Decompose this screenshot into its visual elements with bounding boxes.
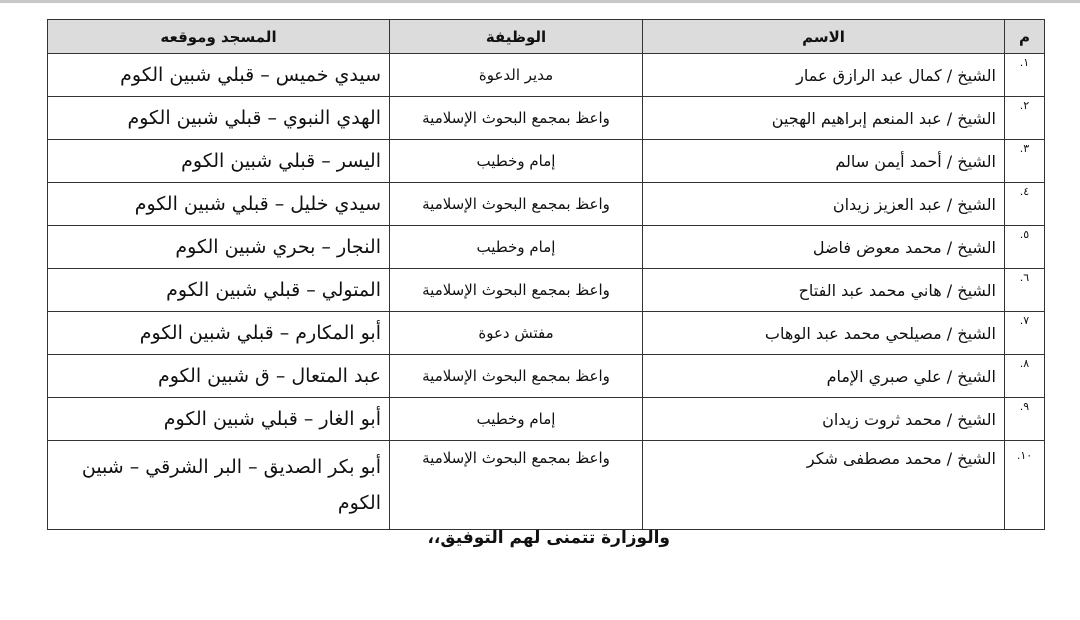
- row-number: ٦.: [1005, 269, 1045, 312]
- row-name: الشيخ / عبد العزيز زيدان: [643, 183, 1005, 226]
- row-name: الشيخ / محمد معوض فاضل: [643, 226, 1005, 269]
- row-job: واعظ بمجمع البحوث الإسلامية: [390, 183, 643, 226]
- row-number: ٨.: [1005, 355, 1045, 398]
- row-mosque: الهدي النبوي – قبلي شبين الكوم: [48, 97, 390, 140]
- row-name: الشيخ / هاني محمد عبد الفتاح: [643, 269, 1005, 312]
- row-name: الشيخ / علي صبري الإمام: [643, 355, 1005, 398]
- top-divider: [0, 0, 1080, 3]
- row-job: واعظ بمجمع البحوث الإسلامية: [390, 441, 643, 530]
- row-job: مفتش دعوة: [390, 312, 643, 355]
- row-job: واعظ بمجمع البحوث الإسلامية: [390, 355, 643, 398]
- table-row: [48, 269, 1045, 312]
- row-mosque: النجار – بحري شبين الكوم: [48, 226, 390, 269]
- row-name: الشيخ / محمد مصطفى شكر: [643, 441, 1005, 530]
- row-job: واعظ بمجمع البحوث الإسلامية: [390, 97, 643, 140]
- row-job: مدير الدعوة: [390, 54, 643, 97]
- row-mosque: أبو المكارم – قبلي شبين الكوم: [48, 312, 390, 355]
- row-job: إمام وخطيب: [390, 398, 643, 441]
- row-mosque: سيدي خميس – قبلي شبين الكوم: [48, 54, 390, 97]
- row-mosque: عبد المتعال – ق شبين الكوم: [48, 355, 390, 398]
- table-row: [48, 441, 1045, 530]
- assignments-table: [47, 19, 1045, 530]
- row-name: الشيخ / عبد المنعم إبراهيم الهجين: [643, 97, 1005, 140]
- table-row: [48, 226, 1045, 269]
- header-name: الاسم: [643, 20, 1005, 54]
- row-mosque: سيدي خليل – قبلي شبين الكوم: [48, 183, 390, 226]
- table-row: [48, 183, 1045, 226]
- table-header-row: [48, 20, 1045, 54]
- row-job: واعظ بمجمع البحوث الإسلامية: [390, 269, 643, 312]
- header-mosque: المسجد وموقعه: [48, 20, 390, 54]
- header-job: الوظيفة: [390, 20, 643, 54]
- row-number: ١٠.: [1005, 441, 1045, 530]
- header-num: م: [1005, 20, 1045, 54]
- row-number: ١.: [1005, 54, 1045, 97]
- row-name: الشيخ / كمال عبد الرازق عمار: [643, 54, 1005, 97]
- row-name: الشيخ / أحمد أيمن سالم: [643, 140, 1005, 183]
- table-row: [48, 54, 1045, 97]
- table-row: [48, 355, 1045, 398]
- row-number: ٧.: [1005, 312, 1045, 355]
- row-mosque: اليسر – قبلي شبين الكوم: [48, 140, 390, 183]
- row-mosque: أبو الغار – قبلي شبين الكوم: [48, 398, 390, 441]
- row-number: ٢.: [1005, 97, 1045, 140]
- row-mosque: المتولي – قبلي شبين الكوم: [48, 269, 390, 312]
- table-row: [48, 140, 1045, 183]
- row-number: ٣.: [1005, 140, 1045, 183]
- row-name: الشيخ / مصيلحي محمد عبد الوهاب: [643, 312, 1005, 355]
- row-job: إمام وخطيب: [390, 140, 643, 183]
- row-number: ٩.: [1005, 398, 1045, 441]
- row-number: ٥.: [1005, 226, 1045, 269]
- table-row: [48, 97, 1045, 140]
- row-mosque: أبو بكر الصديق – البر الشرقي – شبين الكوم: [48, 441, 390, 530]
- closing-remark: والوزارة تتمنى لهم التوفيق،،: [427, 528, 670, 548]
- row-name: الشيخ / محمد ثروت زيدان: [643, 398, 1005, 441]
- table-row: [48, 398, 1045, 441]
- row-number: ٤.: [1005, 183, 1045, 226]
- table-row: [48, 312, 1045, 355]
- row-job: إمام وخطيب: [390, 226, 643, 269]
